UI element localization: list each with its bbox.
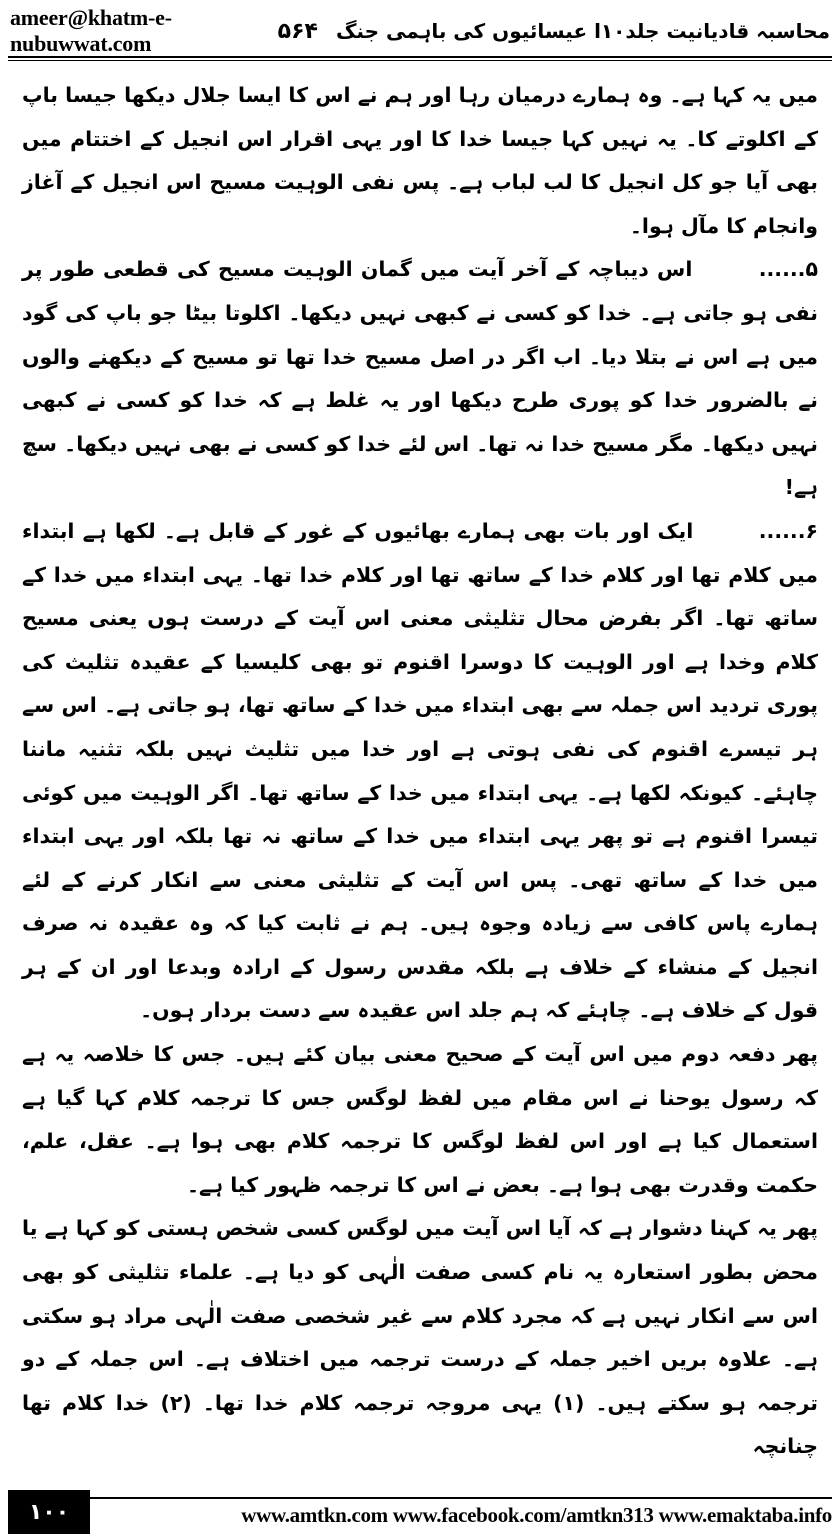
header-email-link[interactable]: ameer@khatm-e-nubuwwat.com bbox=[10, 5, 172, 56]
footer-page-number: ۱۰۰ bbox=[8, 1490, 90, 1534]
footer-divider bbox=[90, 1497, 832, 1499]
paragraph-text: پھر یہ کہنا دشوار ہے کہ آیا اس آیت میں لوگس کسی شخص ہستی کو کہا ہے یا محض بطور استعارہ یہ نام کسی صفت الٰہی کو دیا ہے۔ علماء تثلیثی کو بھی اس سے انکار نہیں ہے کہ مجرد کلام سے غیر شخصی صفت الٰہی مراد ہو سکتی ہے۔ علاوہ بریں اخیر جملہ کے درست ترجمہ میں اختلاف ہے۔ اس جملہ کے دو ترجمہ ہو سکتے ہیں۔ (۱) یہی مروجہ ترجمہ کلام خدا تھا۔ (۲) خدا کلام تھا چنانچہ bbox=[22, 1216, 818, 1459]
book-page-number: ۵۶۴ bbox=[277, 18, 318, 44]
header-title-group bbox=[278, 19, 830, 44]
footer-website-links[interactable]: www.amtkn.com www.facebook.com/amtkn313 www.emaktaba.info bbox=[241, 1502, 832, 1527]
paragraph-number: ۶...... bbox=[758, 518, 818, 543]
header-divider bbox=[8, 56, 832, 61]
book-title: محاسبہ قادیانیت جلد۱۰ا عیسائیوں کی باہمی جنگ bbox=[335, 19, 830, 43]
page-footer bbox=[8, 1490, 832, 1534]
paragraph bbox=[22, 248, 818, 510]
body-text bbox=[22, 74, 818, 1469]
paragraph-text: میں یہ کہا ہے۔ وہ ہمارے درمیان رہا اور ہم نے اس کا ایسا جلال دیکھا جیسا باپ کے اکلوتے کا۔ یہ نہیں کہا جیسا خدا کا اور یہی اقرار اس انجیل کے اختتام میں بھی آیا جو کل انجیل کا لب لباب ہے۔ پس نفی الوہیت مسیح اس انجیل کے آغاز وانجام کا مآل ہوا۔ bbox=[22, 83, 818, 238]
paragraph-text: ایک اور بات بھی ہمارے بھائیوں کے غور کے قابل ہے۔ لکھا ہے ابتداء میں کلام تھا اور کلام خدا کے ساتھ تھا اور کلام خدا تھا۔ یہی ابتداء میں خدا کے ساتھ تھا۔ اگر بفرض محال تثلیثی معنی اس آیت کے درست ہوں یعنی مسیح کلام وخدا ہے اور الوہیت کا دوسرا اقنوم تو بھی کلیسیا کے عقیدہ تثلیث کی پوری تردید اس جملہ سے بھی ابتداء میں خدا کے ساتھ تھا، ہو جاتی ہے۔ اس سے ہر تیسرے اقنوم کی نفی ہوتی ہے اور خدا میں تثلیث نہیں بلکہ تثنیہ ماننا چاہئے۔ کیونکہ لکھا ہے۔ یہی ابتداء میں خدا کے ساتھ تھا۔ اگر الوہیت میں کوئی تیسرا اقنوم ہے تو پھر یہی ابتداء میں خدا کے ساتھ نہ تھا بلکہ اور یہی ابتداء میں خدا کے ساتھ تھی۔ پس اس آیت کے تثلیثی معنی سے انکار کرنے کے لئے ہمارے پاس کافی سے زیادہ وجوہ ہیں۔ ہم نے ثابت کیا کہ وہ عقیدہ نہ صرف انجیل کے منشاء کے خلاف ہے بلکہ مقدس رسول کے ارادہ وبدعا اور ان کے ہر قول کے خلاف ہے۔ چاہئے کہ ہم جلد اس عقیدہ سے دست بردار ہوں۔ bbox=[22, 518, 818, 1023]
paragraph bbox=[22, 1033, 818, 1207]
paragraph bbox=[22, 74, 818, 248]
paragraph bbox=[22, 1207, 818, 1469]
paragraph-text: پھر دفعہ دوم میں اس آیت کے صحیح معنی بیان کئے ہیں۔ جس کا خلاصہ یہ ہے کہ رسول یوحنا نے اس مقام میں لفظ لوگس جس کا ترجمہ کلام کہا گیا ہے استعمال کیا ہے اور اس لفظ لوگس کا ترجمہ کلام بھی ہوا ہے۔ عقل، علم، حکمت وقدرت بھی ہوا ہے۔ بعض نے اس کا ترجمہ ظہور کیا ہے۔ bbox=[22, 1042, 818, 1197]
paragraph bbox=[22, 510, 818, 1033]
paragraph-number: ۵...... bbox=[758, 257, 818, 282]
page-header bbox=[10, 5, 830, 56]
footer-links-area bbox=[90, 1490, 832, 1534]
paragraph-text: اس دیباچہ کے آخر آیت میں گمان الوہیت مسیح کی قطعی طور پر نفی ہو جاتی ہے۔ خدا کو کسی نے کبھی نہیں دیکھا۔ اکلوتا بیٹا جو باپ کی گود میں ہے اس نے بتلا دیا۔ اب اگر در اصل مسیح خدا تھا تو مسیح کے دیکھنے والوں نے بالضرور خدا کو پوری طرح دیکھا اور یہ غلط ہے کہ خدا کو کسی نے کبھی نہیں دیکھا۔ مگر مسیح خدا نہ تھا۔ اس لئے خدا کو کسی نے بھی نہیں دیکھا۔ سچ ہے! bbox=[22, 257, 818, 500]
